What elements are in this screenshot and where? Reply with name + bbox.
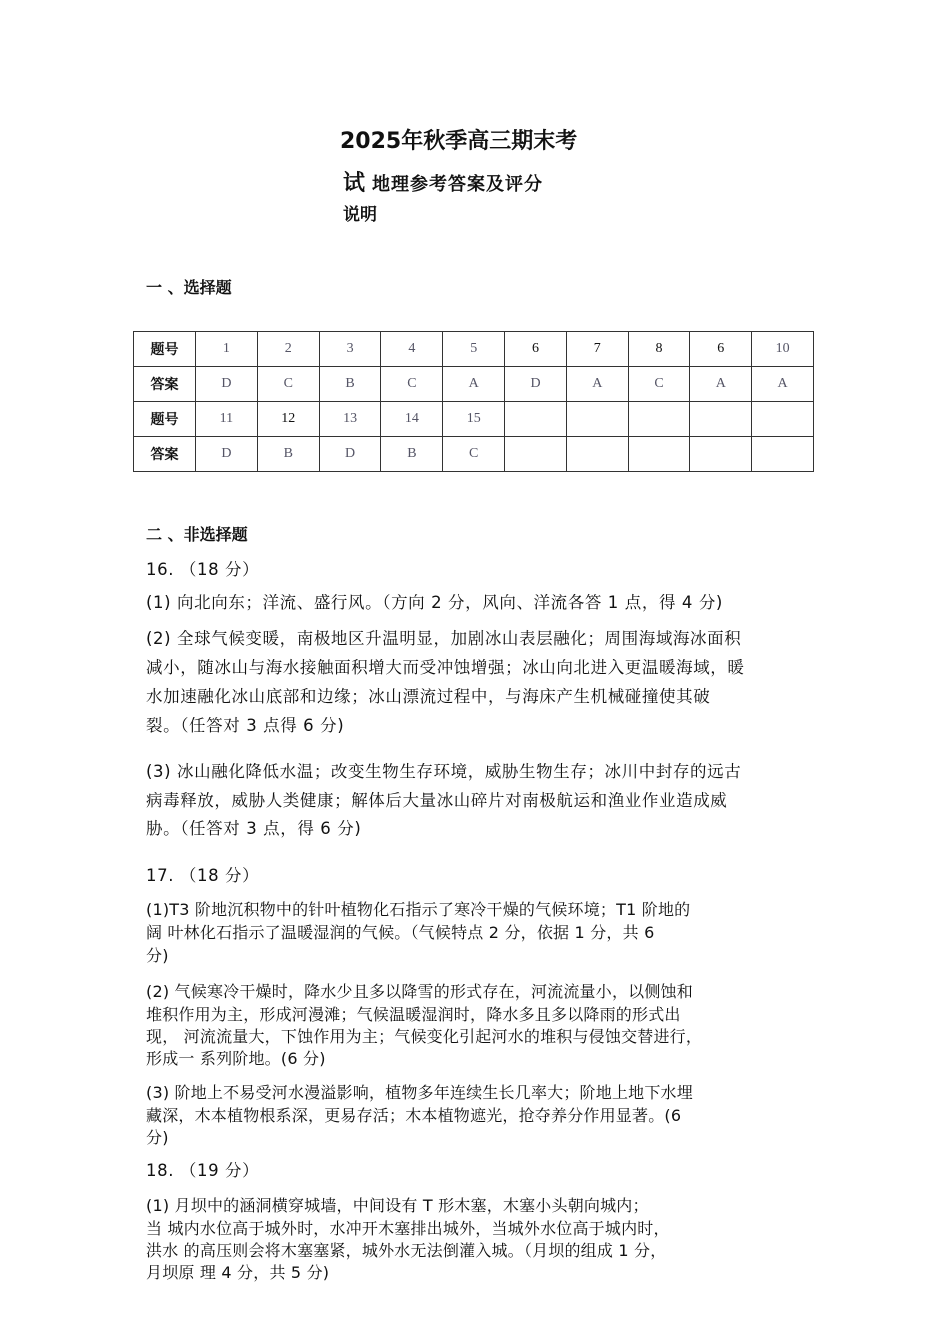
table-row [134, 437, 814, 472]
table-cell [628, 402, 690, 437]
table-cell: 12 [257, 402, 319, 437]
answer-line: 当 城内水位高于城外时，水冲开木塞排出城外，当城外水位高于城内时， [146, 1219, 670, 1238]
answer-line: (1)T3 阶地沉积物中的针叶植物化石指示了寒冷干燥的气候环境；T1 阶地的 [146, 900, 691, 919]
answer-line: 月坝原 理 4 分，共 5 分) [146, 1263, 330, 1282]
table-cell: C [443, 437, 505, 472]
table-cell: 6 [505, 332, 567, 367]
table-cell: 8 [628, 332, 690, 367]
answer-line: 形成一 系列阶地。(6 分) [146, 1049, 326, 1068]
table-cell: C [381, 367, 443, 402]
row-header: 答案 [134, 437, 196, 472]
table-cell: 6 [690, 332, 752, 367]
question-18-heading: 18. （19 分） [146, 1161, 260, 1180]
table-cell: 13 [319, 402, 381, 437]
subtitle-first: 试 [343, 171, 367, 196]
table-cell: B [257, 437, 319, 472]
row-header: 题号 [134, 332, 196, 367]
table-cell: D [196, 367, 258, 402]
document-title: 2025年秋季高三期末考 [340, 129, 578, 154]
table-cell: D [319, 437, 381, 472]
question-16-heading: 16. （18 分） [146, 560, 260, 579]
table-cell: A [443, 367, 505, 402]
answer-line: 胁。（任答对 3 点，得 6 分) [146, 819, 362, 838]
table-cell [752, 437, 814, 472]
table-cell: A [690, 367, 752, 402]
table-cell: A [752, 367, 814, 402]
question-17-heading: 17. （18 分） [146, 866, 260, 885]
answer-table [133, 331, 814, 472]
answer-line: 洪水 的高压则会将木塞塞紧，城外水无法倒灌入城。（月坝的组成 1 分， [146, 1241, 667, 1260]
answer-line: 堆积作用为主，形成河漫滩；气候温暖湿润时，降水多且多以降雨的形式出 [146, 1005, 681, 1024]
table-cell [690, 437, 752, 472]
answer-line: 分) [146, 946, 169, 965]
table-cell: D [196, 437, 258, 472]
answer-line: (2) 全球气候变暖，南极地区升温明显，加剧冰山表层融化；周围海域海冰面积 [146, 629, 742, 648]
section-nonchoice-title: 二 、非选择题 [146, 525, 248, 544]
table-cell: B [381, 437, 443, 472]
table-cell: 15 [443, 402, 505, 437]
table-cell: 7 [566, 332, 628, 367]
table-row [134, 402, 814, 437]
answer-line: 病毒释放，威胁人类健康；解体后大量冰山碎片对南极航运和渔业作业造成威 [146, 791, 728, 810]
document-subtitle-2: 说明 [343, 205, 377, 225]
table-cell [566, 402, 628, 437]
table-row [134, 332, 814, 367]
answer-line: 减小，随冰山与海水接触面积增大而受冲蚀增强；冰山向北进入更温暖海域，暖 [146, 658, 745, 677]
table-cell: B [319, 367, 381, 402]
table-cell: C [628, 367, 690, 402]
table-cell [752, 402, 814, 437]
section-choice-title: 一 、选择题 [146, 278, 232, 297]
answer-line: 分) [146, 1128, 169, 1147]
table-cell: 10 [752, 332, 814, 367]
table-cell: 5 [443, 332, 505, 367]
answer-line: 藏深，木本植物根系深，更易存活；木本植物遮光，抢夺养分作用显著。(6 [146, 1106, 682, 1125]
answer-line: 现， 河流流量大，下蚀作用为主；气候变化引起河水的堆积与侵蚀交替进行， [146, 1027, 703, 1046]
table-cell: 14 [381, 402, 443, 437]
subtitle-rest: 地理参考答案及评分 [372, 174, 544, 195]
table-row [134, 367, 814, 402]
table-cell: 4 [381, 332, 443, 367]
answer-line: 阔 叶林化石指示了温暖湿润的气候。（气候特点 2 分，依据 1 分，共 6 [146, 923, 655, 942]
table-cell: D [505, 367, 567, 402]
answer-line: (3) 冰山融化降低水温；改变生物生存环境，威胁生物生存；冰川中封存的远古 [146, 762, 742, 781]
table-cell [628, 437, 690, 472]
table-cell [505, 402, 567, 437]
answer-line: (3) 阶地上不易受河水漫溢影响，植物多年连续生长几率大；阶地上地下水埋 [146, 1083, 693, 1102]
table-cell: A [566, 367, 628, 402]
answer-line: (1) 向北向东；洋流、盛行风。（方向 2 分，风向、洋流各答 1 点，得 4 分) [146, 593, 723, 612]
answer-line: (1) 月坝中的涵洞横穿城墙，中间设有 T 形木塞，木塞小头朝向城内； [146, 1196, 649, 1215]
row-header: 答案 [134, 367, 196, 402]
answer-line: 裂。（任答对 3 点得 6 分) [146, 716, 345, 735]
table-cell: 11 [196, 402, 258, 437]
row-header: 题号 [134, 402, 196, 437]
table-cell: 1 [196, 332, 258, 367]
table-cell [505, 437, 567, 472]
answer-line: (2) 气候寒冷干燥时，降水少且多以降雪的形式存在，河流流量小，以侧蚀和 [146, 982, 693, 1001]
answer-line: 水加速融化冰山底部和边缘；冰山漂流过程中，与海床产生机械碰撞使其破 [146, 687, 711, 706]
table-cell: 3 [319, 332, 381, 367]
table-cell [566, 437, 628, 472]
table-cell: C [257, 367, 319, 402]
table-cell [690, 402, 752, 437]
table-cell: 2 [257, 332, 319, 367]
document-subtitle [343, 166, 543, 197]
